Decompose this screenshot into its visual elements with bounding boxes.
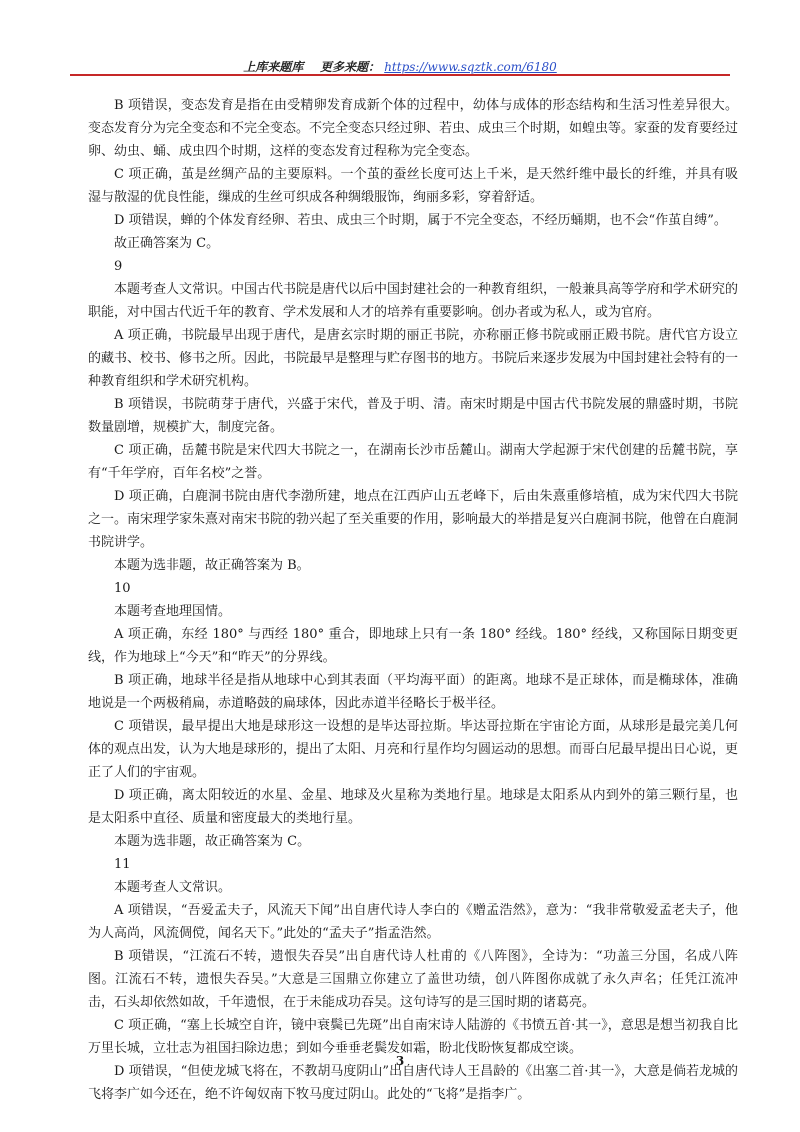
page-number: 3 bbox=[395, 1054, 405, 1068]
paragraph: A 项正确，东经 180° 与西经 180° 重合，即地球上只有一条 180° 经线。180° 经线，又称国际日期变更线，作为地球上“今天”和“昨天”的分界线。 bbox=[88, 627, 738, 665]
paragraph: B 项错误，“江流石不转，遗恨失吞吴”出自唐代诗人杜甫的《八阵图》，全诗为：“功盖三分国，名成八阵图。江流石不转，遗恨失吞吴。”大意是三国鼎立你建立了盖世功绩，创八阵图你成就了永久声名；任凭江流冲击，石头却依然如故，千年遗恨，在于未能成功吞吴。这句诗写的是三国时期的诸葛亮。 bbox=[88, 949, 738, 1010]
paragraph: C 项正确，岳麓书院是宋代四大书院之一，在湖南长沙市岳麓山。湖南大学起源于宋代创建的岳麓书院，享有“千年学府，百年名校”之誉。 bbox=[88, 443, 738, 481]
paragraph: D 项错误，“但使龙城飞将在，不教胡马度阴山”出自唐代诗人王昌龄的《出塞二首·其一》，大意是倘若龙城的飞将李广如今还在，绝不许匈奴南下牧马度过阴山。此处的“飞将”是指李广。 bbox=[88, 1064, 738, 1102]
paragraph: D 项正确，离太阳较近的水星、金星、地球及火星称为类地行星。地球是太阳系从内到外的第三颗行星，也是太阳系中直径、质量和密度最大的类地行星。 bbox=[88, 788, 738, 826]
paragraph: C 项正确，茧是丝绸产品的主要原料。一个茧的蚕丝长度可达上千米，是天然纤维中最长的纤维，并具有吸湿与散湿的优良性能，缫成的生丝可织成各种绸缎服饰，绚丽多彩，穿着舒适。 bbox=[88, 167, 738, 205]
document-body bbox=[88, 94, 738, 1106]
paragraph: 本题考查人文常识。中国古代书院是唐代以后中国封建社会的一种教育组织，一般兼具高等学府和学术研究的职能，对中国古代近千年的教育、学术发展和人才的培养有重要影响。创办者或为私人，或为官府。 bbox=[88, 282, 739, 320]
question-number: 11 bbox=[114, 857, 131, 872]
paragraph: A 项错误，“吾爱孟夫子，风流天下闻”出自唐代诗人李白的《赠孟浩然》，意为：“我非常敬爱孟老夫子，他为人高尚，风流倜傥，闻名天下。”此处的“孟夫子”指孟浩然。 bbox=[88, 903, 738, 941]
paragraph: 本题考查人文常识。 bbox=[114, 880, 232, 895]
header-url-link[interactable]: https://www.sqztk.com/6180 bbox=[384, 60, 557, 74]
paragraph: B 项错误，变态发育是指在由受精卵发育成新个体的过程中，幼体与成体的形态结构和生活习性差异很大。变态发育分为完全变态和不完全变态。不完全变态只经过卵、若虫、成虫三个时期，如蝗虫等。家蚕的发育要经过卵、幼虫、蛹、成虫四个时期，这样的变态发育过程称为完全变态。 bbox=[88, 98, 739, 159]
paragraph: 本题为选非题，故正确答案为 C。 bbox=[114, 834, 311, 849]
question-number: 9 bbox=[114, 259, 123, 274]
paragraph: 本题为选非题，故正确答案为 B。 bbox=[114, 558, 310, 573]
page-header bbox=[0, 58, 800, 75]
paragraph: B 项错误，书院萌芽于唐代，兴盛于宋代，普及于明、清。南宋时期是中国古代书院发展的鼎盛时期，书院数量剧增，规模扩大，制度完备。 bbox=[88, 397, 738, 435]
header-site-name: 上库来题库 bbox=[243, 60, 304, 74]
header-divider bbox=[70, 74, 730, 76]
paragraph: C 项错误，最早提出大地是球形这一设想的是毕达哥拉斯。毕达哥拉斯在宇宙论方面，从球形是最完美几何体的观点出发，认为大地是球形的，提出了太阳、月亮和行星作均匀圆运动的思想。而哥白尼最早提出日心说，更正了人们的宇宙观。 bbox=[88, 719, 739, 780]
paragraph: 故正确答案为 C。 bbox=[114, 236, 220, 251]
paragraph: B 项正确，地球半径是指从地球中心到其表面（平均海平面）的距离。地球不是正球体，而是椭球体，准确地说是一个两极稍扁，赤道略鼓的扁球体，因此赤道半径略长于极半径。 bbox=[88, 673, 738, 711]
paragraph: 本题考查地理国情。 bbox=[114, 604, 232, 619]
paragraph: D 项错误，蝉的个体发育经卵、若虫、成虫三个时期，属于不完全变态，不经历蛹期，也不会“作茧自缚”。 bbox=[114, 213, 727, 228]
paragraph: D 项正确，白鹿洞书院由唐代李渤所建，地点在江西庐山五老峰下，后由朱熹重修培植，成为宋代四大书院之一。南宋理学家朱熹对南宋书院的勃兴起了至关重要的作用，影响最大的举措是复兴白鹿洞书院，他曾在白鹿洞书院讲学。 bbox=[88, 489, 739, 550]
header-label: 更多来题： bbox=[320, 60, 381, 74]
question-number: 10 bbox=[114, 581, 131, 596]
paragraph: C 项正确，“塞上长城空自许，镜中衰鬓已先斑”出自南宋诗人陆游的《书愤五首·其一》，意思是想当初我自比万里长城，立壮志为祖国扫除边患；到如今垂垂老鬓发如霜，盼北伐盼恢复都成空谈。 bbox=[88, 1018, 738, 1056]
paragraph: A 项正确，书院最早出现于唐代，是唐玄宗时期的丽正书院，亦称丽正修书院或丽正殿书院。唐代官方设立的藏书、校书、修书之所。因此，书院最早是整理与贮存图书的地方。书院后来逐步发展为中国封建社会特有的一种教育组织和学术研究机构。 bbox=[88, 328, 739, 389]
